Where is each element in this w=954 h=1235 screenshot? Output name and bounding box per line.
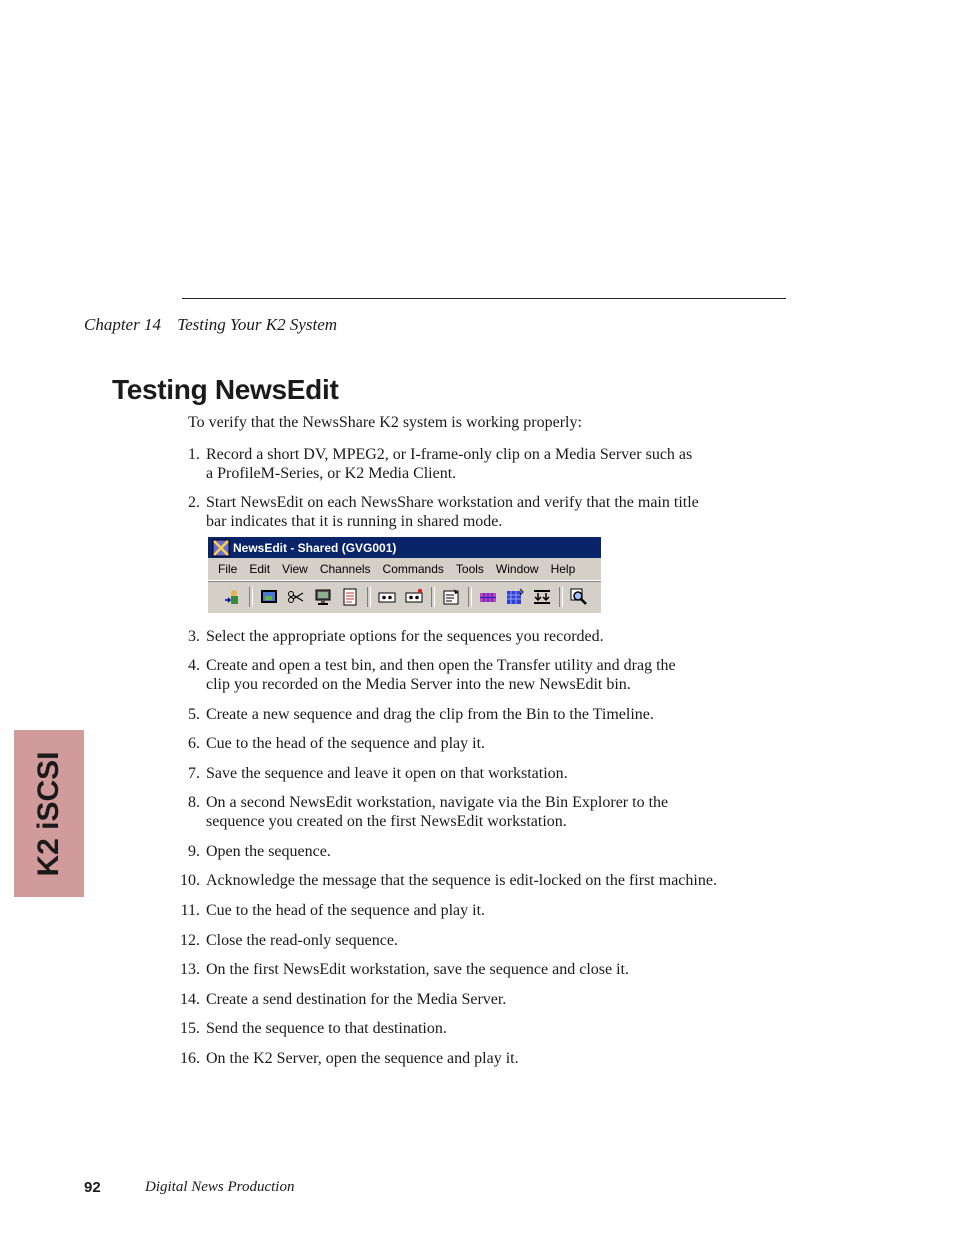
grid-arrows-icon[interactable] <box>505 588 525 606</box>
newsedit-window-screenshot <box>208 537 601 613</box>
tape-record-icon[interactable] <box>404 588 424 606</box>
step-number: 1. <box>188 446 200 463</box>
section-title: Testing NewsEdit <box>112 374 339 405</box>
step-text: On the K2 Server, open the sequence and play it. <box>206 1050 519 1067</box>
step-number: 8. <box>188 794 200 811</box>
step-text: Create and open a test bin, and then open the Transfer utility and drag the clip you recorded on the Media Server into the new NewsEdit bin. <box>206 657 676 693</box>
step-number: 10. <box>180 872 200 889</box>
search-icon[interactable] <box>569 588 589 606</box>
step-text: Send the sequence to that destination. <box>206 1020 447 1037</box>
step-number: 12. <box>180 932 200 949</box>
side-tab-label: K2 iSCSI <box>32 750 65 877</box>
monitor-icon[interactable] <box>259 588 279 606</box>
step-text: Cue to the head of the sequence and play it. <box>206 735 486 752</box>
step-text: Cue to the head of the sequence and play it. <box>206 902 486 919</box>
step-number: 4. <box>188 657 200 674</box>
user-icon[interactable] <box>222 588 242 606</box>
toolbar-separator <box>367 587 371 607</box>
menu-view[interactable]: View <box>282 562 308 576</box>
toolbar-separator <box>559 587 563 607</box>
arrows-down-icon[interactable] <box>532 588 552 606</box>
toolbar-separator <box>468 587 472 607</box>
step-number: 5. <box>188 706 200 723</box>
menu-bar <box>208 558 601 581</box>
toolbar <box>208 581 601 612</box>
step-text: Save the sequence and leave it open on that workstation. <box>206 765 568 782</box>
document-list-icon[interactable] <box>340 588 360 606</box>
step-text: Acknowledge the message that the sequence is edit-locked on the first machine. <box>206 872 717 889</box>
step-number: 13. <box>180 961 200 978</box>
step-number: 15. <box>180 1020 200 1037</box>
step-text: Create a send destination for the Media Server. <box>206 991 507 1008</box>
scissors-icon[interactable] <box>286 588 306 606</box>
chapter-side-tab <box>14 730 84 897</box>
step-number: 3. <box>188 628 200 645</box>
step-number: 2. <box>188 494 200 511</box>
running-head <box>84 315 337 335</box>
step-number: 16. <box>180 1050 200 1067</box>
grid-icon[interactable] <box>478 588 498 606</box>
step-number: 6. <box>188 735 200 752</box>
step-text: Close the read-only sequence. <box>206 932 398 949</box>
menu-edit[interactable]: Edit <box>249 562 271 576</box>
intro-text: To verify that the NewsShare K2 system is working properly: <box>188 414 582 431</box>
window-titlebar <box>208 537 601 558</box>
display-icon[interactable] <box>313 588 333 606</box>
menu-channels[interactable]: Channels <box>319 562 371 576</box>
step-text: Start NewsEdit on each NewsShare workstation and verify that the main title bar indicates that it is running in shared mode. <box>206 494 699 530</box>
step-text: Create a new sequence and drag the clip from the Bin to the Timeline. <box>206 706 654 723</box>
toolbar-separator <box>431 587 435 607</box>
step-number: 7. <box>188 765 200 782</box>
menu-window[interactable]: Window <box>495 562 539 576</box>
page-number: 92 <box>84 1179 101 1196</box>
step-number: 9. <box>188 843 200 860</box>
properties-icon[interactable] <box>441 588 461 606</box>
toolbar-separator <box>249 587 253 607</box>
chapter-number: Chapter 14 <box>84 315 161 334</box>
step-text: Open the sequence. <box>206 843 331 860</box>
step-number: 14. <box>180 991 200 1008</box>
menu-file[interactable]: File <box>218 562 238 576</box>
menu-tools[interactable]: Tools <box>455 562 484 576</box>
menu-commands[interactable]: Commands <box>382 562 444 576</box>
step-text: On a second NewsEdit workstation, navigate via the Bin Explorer to the sequence you created on the first NewsEdit workstation. <box>206 794 669 830</box>
header-rule <box>182 298 786 299</box>
step-text: On the first NewsEdit workstation, save the sequence and close it. <box>206 961 629 978</box>
step-text: Select the appropriate options for the sequences you recorded. <box>206 628 604 645</box>
tape-icon[interactable] <box>377 588 397 606</box>
chapter-title: Testing Your K2 System <box>177 315 338 334</box>
step-number: 11. <box>180 902 200 919</box>
menu-help[interactable]: Help <box>550 562 576 576</box>
window-title: NewsEdit - Shared (GVG001) <box>233 540 397 555</box>
newsedit-app-icon <box>212 539 230 557</box>
step-text: Record a short DV, MPEG2, or I-frame-only clip on a Media Server such as a ProfileM-Series, or K2 Media Client. <box>206 446 693 482</box>
book-title: Digital News Production <box>145 1179 295 1195</box>
